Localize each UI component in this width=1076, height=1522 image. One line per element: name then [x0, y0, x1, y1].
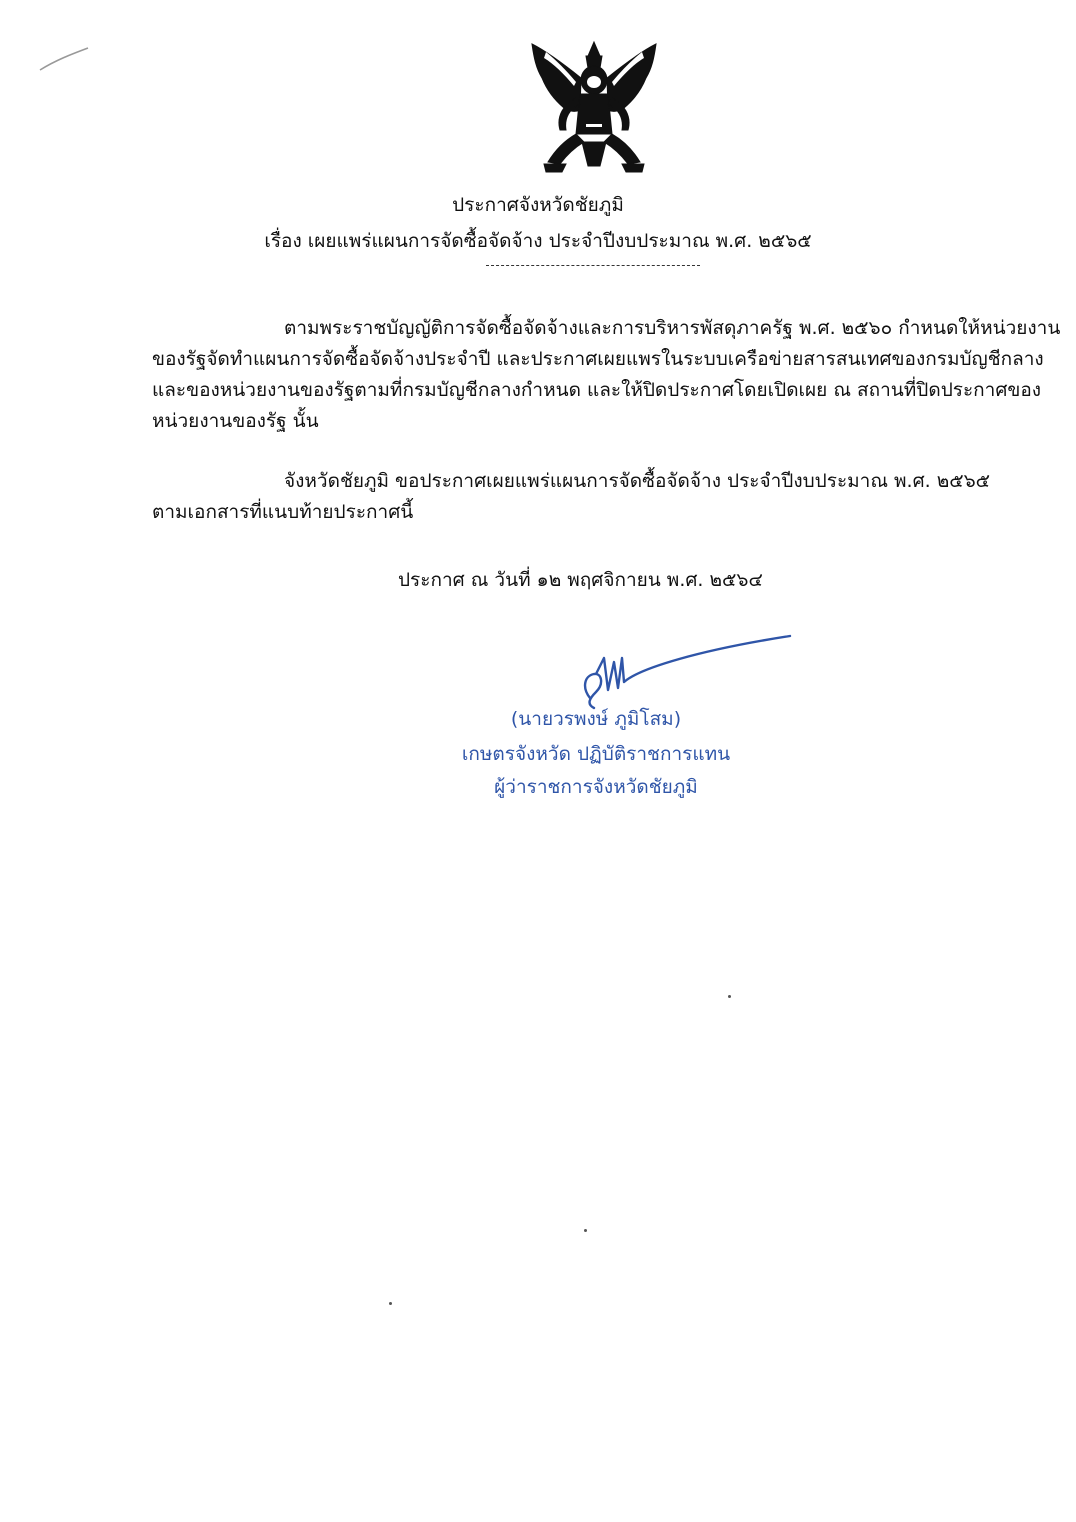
paragraph-line: และของหน่วยงานของรัฐตามที่กรมบัญชีกลางกำหนด และให้ปิดประกาศโดยเปิดเผย ณ สถานที่ปิดประกาศของ — [152, 379, 1042, 401]
header-divider — [486, 265, 700, 266]
scan-speck — [584, 1229, 587, 1232]
pencil-mark — [38, 44, 90, 74]
paragraph-line: ตามพระราชบัญญัติการจัดซื้อจัดจ้างและการบริหารพัสดุภาครัฐ พ.ศ. ๒๕๖๐ กำหนดให้หน่วยงาน — [284, 317, 1061, 339]
signer-title: ผู้ว่าราชการจังหวัดชัยภูมิ — [494, 776, 698, 798]
paragraph-line: ของรัฐจัดทำแผนการจัดซื้อจัดจ้างประจำปี และประกาศเผยแพรในระบบเครือข่ายสารสนเทศของกรมบัญชีกลาง — [152, 348, 1044, 370]
signer-position: เกษตรจังหวัด ปฏิบัติราชการแทน — [461, 743, 731, 765]
signer-name: (นายวรพงษ์ ภูมิโสม) — [510, 708, 682, 730]
body-paragraph-2 — [152, 466, 992, 528]
scan-speck — [728, 995, 731, 998]
scan-speck — [389, 1302, 392, 1305]
announcement-title: ประกาศจังหวัดชัยภูมิ — [452, 194, 624, 216]
body-paragraph-1 — [152, 313, 1061, 437]
handwritten-signature — [560, 628, 796, 712]
paragraph-line: ตามเอกสารที่แนบท้ายประกาศนี้ — [152, 501, 414, 523]
paragraph-line: จังหวัดชัยภูมิ ขอประกาศเผยแพร่แผนการจัดซื้อจัดจ้าง ประจำปีงบประมาณ พ.ศ. ๒๕๖๕ — [284, 470, 991, 492]
announcement-subject: เรื่อง เผยแพร่แผนการจัดซื้อจัดจ้าง ประจำปีงบประมาณ พ.ศ. ๒๕๖๕ — [264, 230, 812, 252]
announcement-date: ประกาศ ณ วันที่ ๑๒ พฤศจิกายน พ.ศ. ๒๕๖๔ — [398, 569, 763, 591]
garuda-emblem-icon — [526, 38, 662, 178]
paragraph-line: หน่วยงานของรัฐ นั้น — [152, 410, 319, 432]
